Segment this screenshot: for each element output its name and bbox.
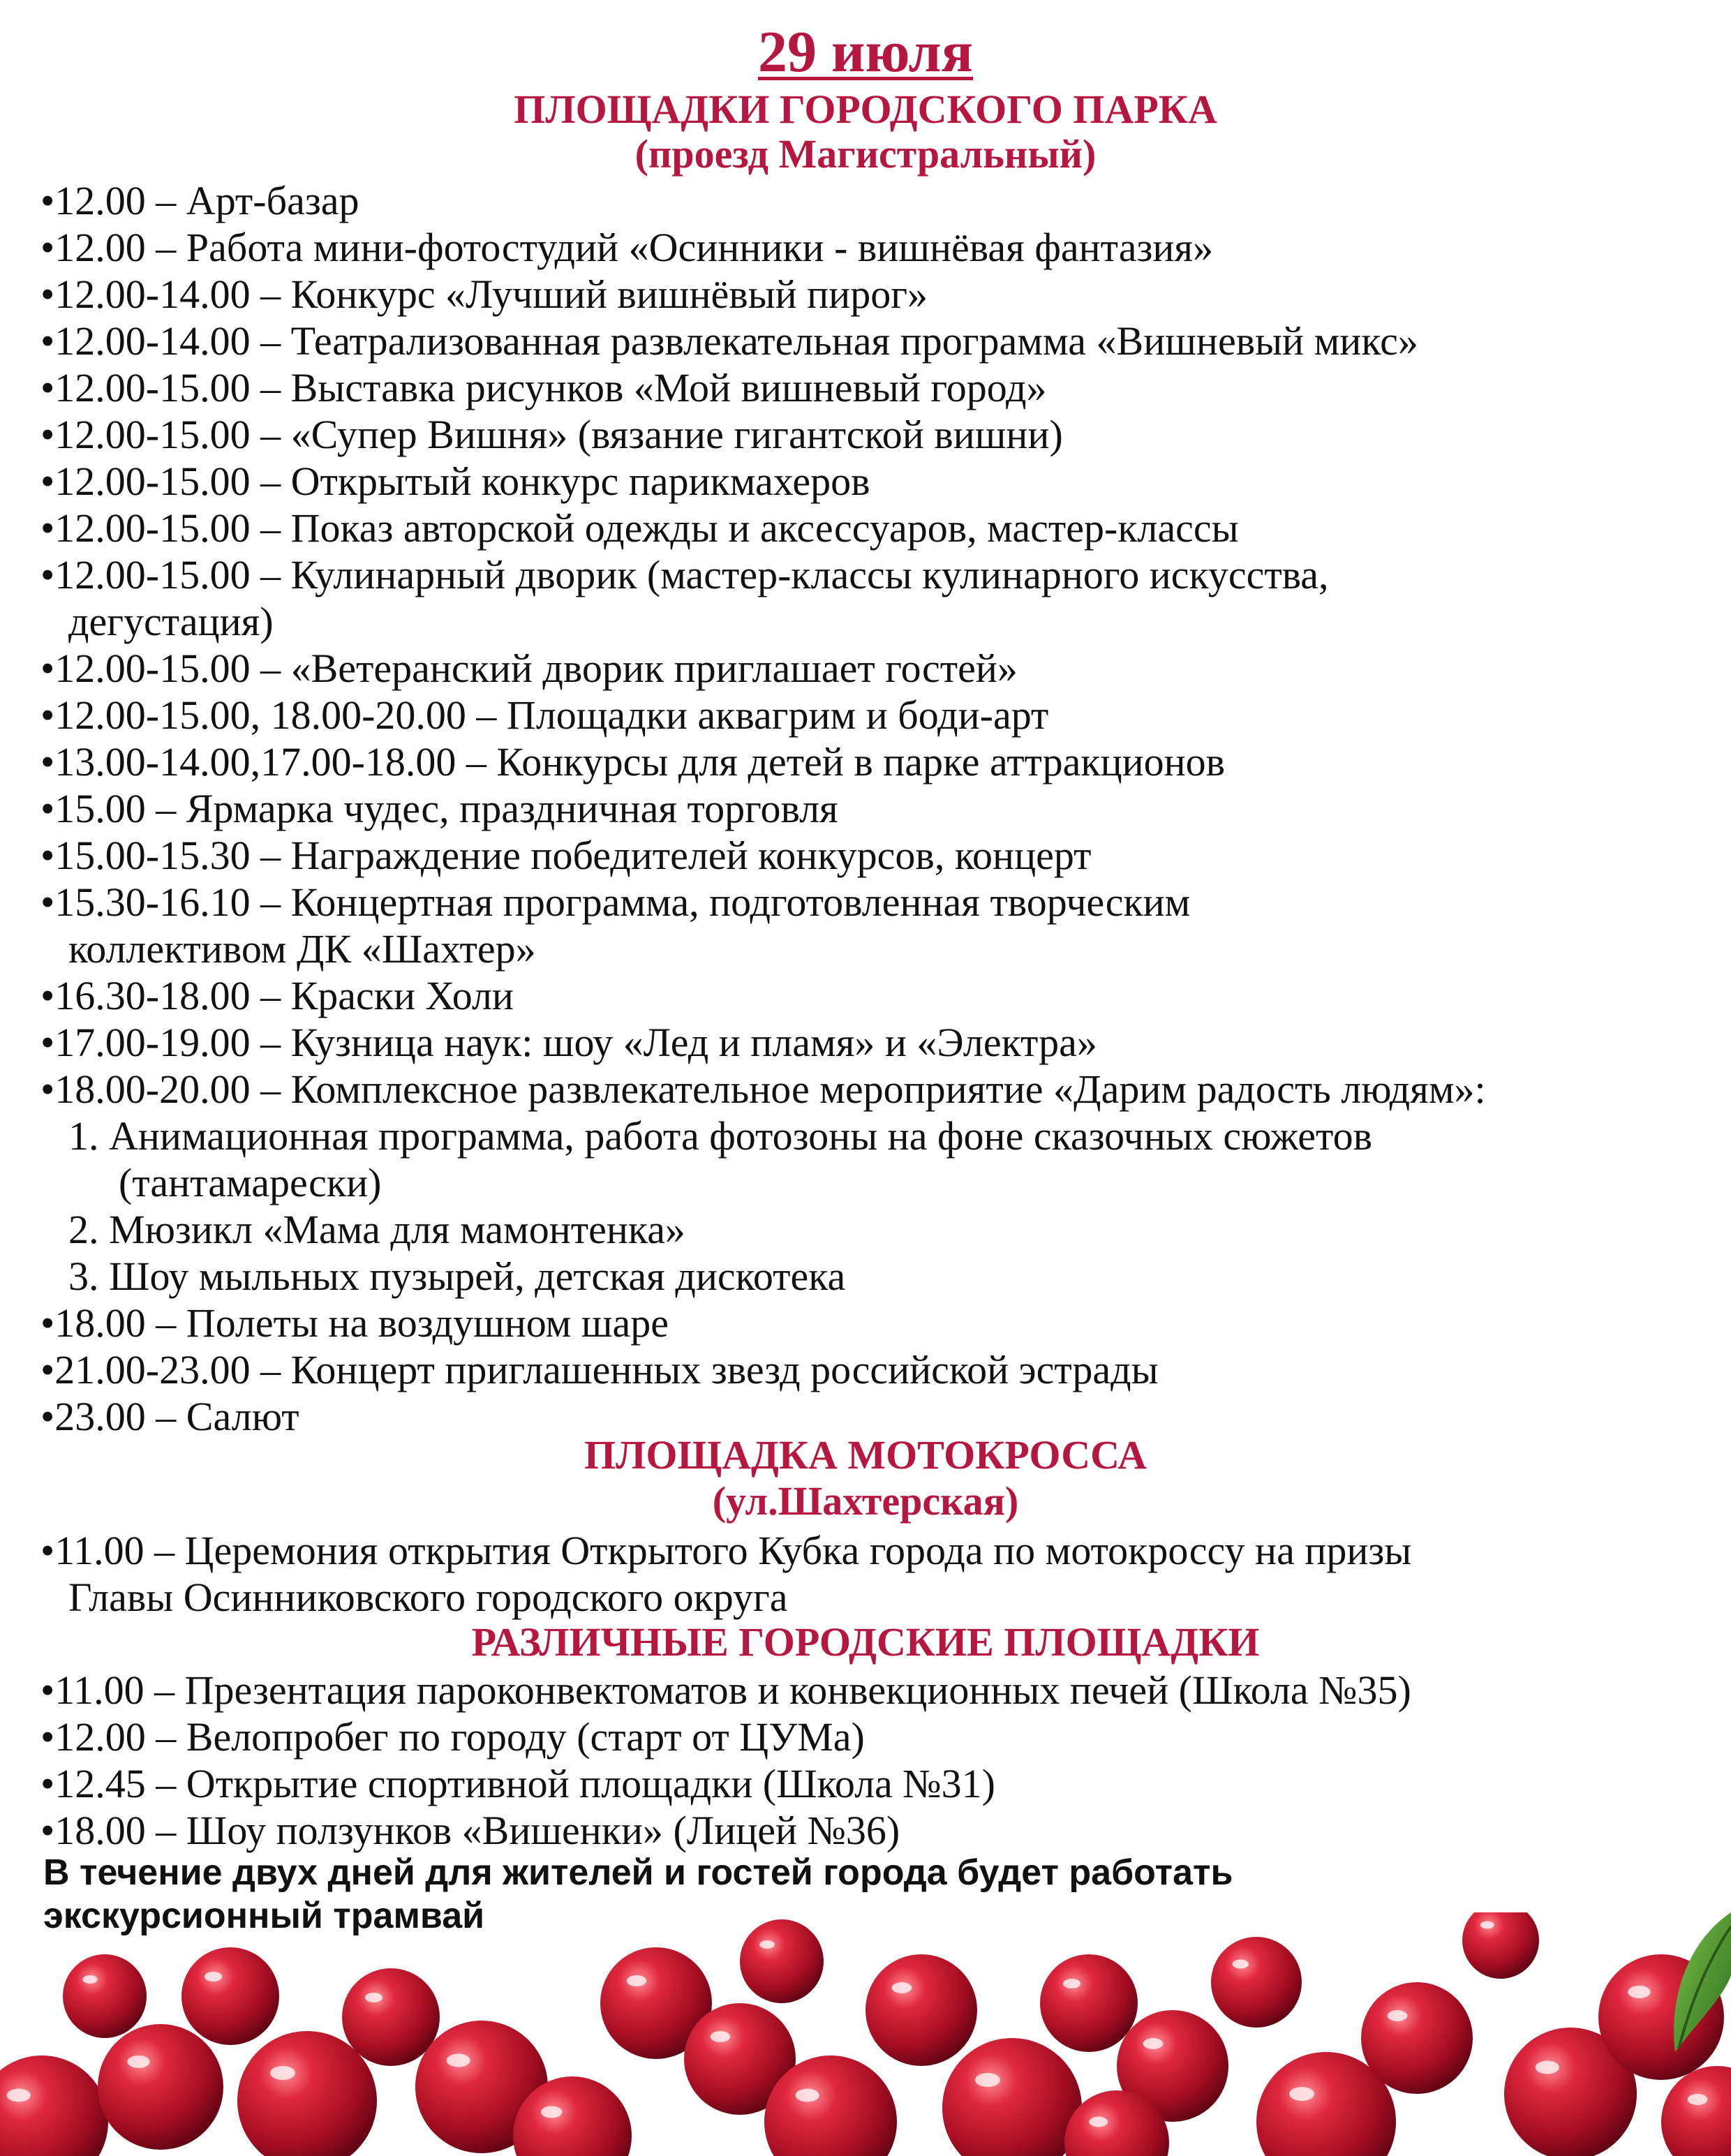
- cherry-icon: [1361, 1982, 1473, 2094]
- section-subheading-park: (проезд Магистральный): [634, 131, 1097, 177]
- section-heading-park: ПЛОЩАДКИ ГОРОДСКОГО ПАРКА: [514, 87, 1217, 132]
- cherry-highlight: [1628, 1986, 1650, 1998]
- cherry-highlight: [975, 2073, 1000, 2087]
- list-item: •12.00-15.00 – Открытый конкурс парикмахеров: [40, 459, 870, 504]
- cherry-icon: [866, 1954, 977, 2066]
- list-item: •11.00 – Церемония открытия Открытого Кубка города по мотокроссу на призы: [40, 1528, 1412, 1573]
- list-item: •15.00-15.30 – Награждение победителей конкурсов, концерт: [40, 833, 1092, 878]
- cherry-icon: [740, 1919, 824, 2003]
- footer-note-line: экскурсионный трамвай: [43, 1896, 485, 1936]
- cherry-highlight: [127, 2055, 149, 2068]
- cherry-icon: [1211, 1937, 1302, 2028]
- section-subheading-motocross: (ул.Шахтерская): [712, 1478, 1019, 1524]
- cherry-icon: [342, 1968, 440, 2066]
- cherries-group: [0, 1912, 1731, 2156]
- cherry-highlight: [1688, 2094, 1708, 2105]
- cherry-highlight: [1289, 2087, 1314, 2101]
- cherry-highlight: [82, 1975, 98, 1984]
- cherry-icon: [1040, 1954, 1138, 2052]
- cherry-highlight: [1233, 1960, 1249, 1969]
- cherry-highlight: [270, 2066, 295, 2080]
- cherry-highlight: [627, 1975, 647, 1986]
- list-item: •16.30-18.00 – Краски Холи: [40, 973, 514, 1018]
- list-item: •12.00 – Арт-базар: [40, 178, 359, 223]
- list-item: •23.00 – Салют: [40, 1394, 299, 1439]
- cherry-icon: [1462, 1912, 1539, 1979]
- list-item: •12.00 – Работа мини-фотостудий «Осинники - вишнёвая фантазия»: [40, 225, 1214, 270]
- list-item: •12.00-14.00 – Театрализованная развлекательная программа «Вишневый микс»: [40, 318, 1418, 364]
- list-item: •18.00 – Полеты на воздушном шаре: [40, 1300, 669, 1346]
- list-item: •12.00-15.00 – Кулинарный дворик (мастер-классы кулинарного искусства,: [40, 552, 1329, 597]
- footer-note-line: В течение двух дней для жителей и гостей города будет работать: [43, 1852, 1233, 1893]
- cherry-icon: [63, 1954, 147, 2038]
- cherry-icon: [98, 2024, 223, 2150]
- cherry-highlight: [1536, 2061, 1559, 2074]
- cherry-highlight: [1388, 2010, 1408, 2021]
- list-item: •11.00 – Презентация пароконвектоматов и конвекционных печей (Школа №35): [40, 1667, 1411, 1713]
- numbered-sub-item: 2. Мюзикл «Мама для мамонтенка»: [68, 1207, 685, 1252]
- list-item: •12.00-15.00 – «Супер Вишня» (вязание гигантской вишни): [40, 412, 1063, 457]
- list-item-continuation: Главы Осинниковского городского округа: [68, 1575, 788, 1620]
- list-item: •12.00-15.00 – «Ветеранский дворик приглашает гостей»: [40, 646, 1018, 691]
- cherry-highlight: [711, 2031, 731, 2042]
- list-item-continuation: коллективом ДК «Шахтер»: [68, 926, 536, 972]
- cherry-highlight: [365, 1993, 382, 2002]
- cherry-highlight: [892, 1982, 912, 1993]
- list-item: •21.00-23.00 – Концерт приглашенных звезд российской эстрады: [40, 1347, 1159, 1392]
- list-item: •15.30-16.10 – Концертная программа, подготовленная творческим: [40, 879, 1191, 925]
- list-item: •12.00-15.00 – Показ авторской одежды и аксессуаров, мастер-классы: [40, 505, 1239, 551]
- cherries-decoration: [0, 1912, 1731, 2156]
- cherry-highlight: [1089, 2117, 1108, 2127]
- cherry-icon: [181, 1947, 279, 2045]
- cherry-highlight: [796, 2089, 819, 2102]
- list-item: •15.00 – Ярмарка чудес, праздничная торговля: [40, 786, 838, 831]
- list-item: •18.00 – Шоу ползунков «Вишенки» (Лицей №36): [40, 1808, 900, 1853]
- list-item: •12.45 – Открытие спортивной площадки (Школа №31): [40, 1761, 995, 1806]
- list-item: •12.00-15.00, 18.00-20.00 – Площадки аквагрим и боди-арт: [40, 692, 1049, 738]
- cherry-icon: [0, 2055, 108, 2156]
- cherry-highlight: [1143, 2038, 1164, 2049]
- cherry-highlight: [7, 2089, 31, 2102]
- page-title: 29 июля: [757, 20, 974, 84]
- list-item: •17.00-19.00 – Кузница наук: шоу «Лед и пламя» и «Электра»: [40, 1020, 1097, 1065]
- section-heading-motocross: ПЛОЩАДКА МОТОКРОССА: [584, 1432, 1147, 1478]
- numbered-sub-item-continuation: (тантамарески): [119, 1160, 382, 1205]
- cherry-highlight: [205, 1972, 222, 1982]
- cherry-highlight: [447, 2054, 470, 2067]
- section-heading-city: РАЗЛИЧНЫЕ ГОРОДСКИЕ ПЛОЩАДКИ: [471, 1619, 1260, 1665]
- list-item-continuation: дегустация): [68, 599, 274, 644]
- park-schedule-list: [40, 177, 1716, 1440]
- list-item: •12.00 – Велопробег по городу (старт от ЦУМа): [40, 1714, 865, 1760]
- numbered-sub-item: 3. Шоу мыльных пузырей, детская дискотека: [68, 1254, 846, 1299]
- list-item: •18.00-20.00 – Комплексное развлекательное мероприятие «Дарим радость людям»:: [40, 1066, 1486, 1112]
- city-schedule-list: [40, 1667, 1716, 1854]
- list-item: •13.00-14.00,17.00-18.00 – Конкурсы для детей в парке аттракционов: [40, 739, 1226, 785]
- cherry-highlight: [1063, 1979, 1080, 1988]
- cherry-icon: [1661, 2066, 1731, 2156]
- cherry-highlight: [1480, 1921, 1494, 1929]
- numbered-sub-item: 1. Анимационная программа, работа фотозоны на фоне сказочных сюжетов: [68, 1113, 1373, 1159]
- list-item: •12.00-14.00 – Конкурс «Лучший вишнёвый пирог»: [40, 272, 928, 317]
- cherry-icon: [942, 2038, 1082, 2156]
- motocross-schedule-list: [40, 1527, 1716, 1621]
- cherry-highlight: [759, 1940, 775, 1949]
- list-item: •12.00-15.00 – Выставка рисунков «Мой вишневый город»: [40, 365, 1047, 410]
- cherry-highlight: [541, 2106, 563, 2118]
